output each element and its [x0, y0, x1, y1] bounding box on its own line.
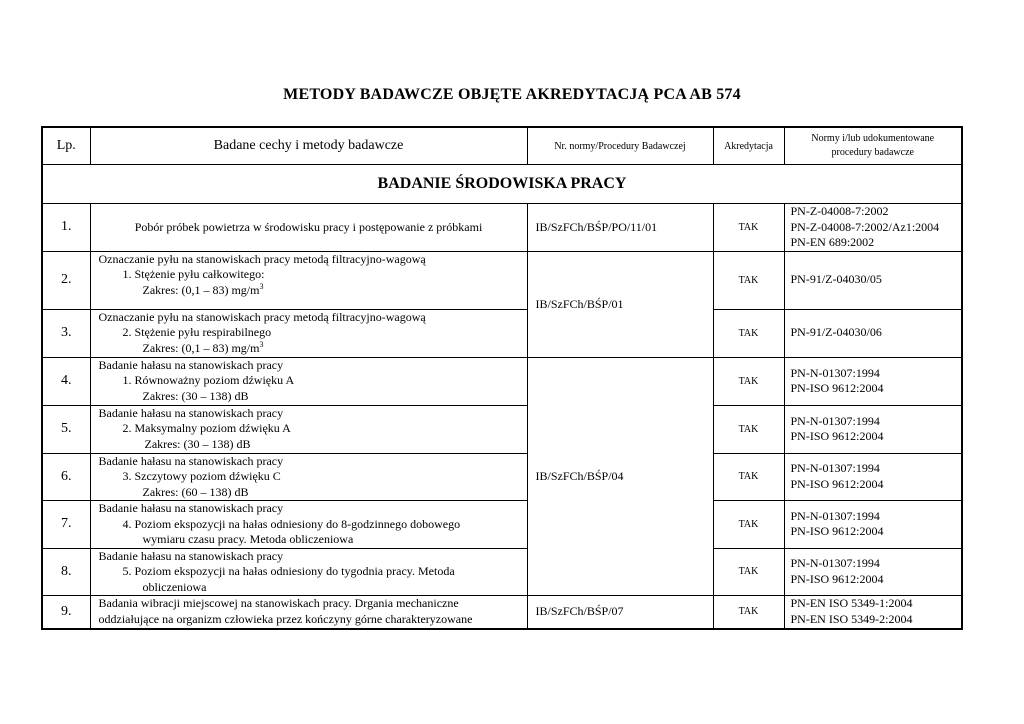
- norm-item: PN-N-01307:1994: [790, 413, 880, 428]
- norm-item: PN-91/Z-04030/05: [790, 272, 882, 287]
- norm-item: PN-N-01307:1994: [790, 365, 880, 380]
- table-row: [42, 405, 962, 453]
- page-title: METODY BADAWCZE OBJĘTE AKREDYTACJĄ PCA AB 574: [283, 86, 741, 103]
- row-akredytacja: TAK: [713, 501, 784, 549]
- desc-line: Zakres: (60 – 138) dB: [142, 484, 249, 499]
- row-norms: [784, 501, 962, 549]
- row-lp: 9.: [42, 596, 90, 629]
- desc-line: Badania wibracji miejscowej na stanowiskach pracy. Drgania mechaniczne: [98, 596, 459, 610]
- row-akredytacja: TAK: [713, 357, 784, 405]
- table-row: [42, 251, 962, 309]
- row-lp: 4.: [42, 357, 90, 405]
- desc-range: Zakres: (0,1 – 83) mg/m: [142, 340, 260, 355]
- row-desc: [90, 596, 527, 629]
- methods-table: [41, 126, 963, 630]
- desc-line: Badanie hałasu na stanowiskach pracy: [98, 453, 284, 468]
- row-desc: [90, 251, 527, 309]
- desc-line: Zakres: (30 – 138) dB: [144, 436, 251, 451]
- row-nr-shared: IB/SzFCh/BŚP/01: [527, 251, 713, 357]
- table-row: [42, 548, 962, 596]
- row-norms: [784, 453, 962, 501]
- desc-line: [99, 283, 527, 299]
- row-akredytacja: TAK: [713, 204, 784, 252]
- norm-item: PN-Z-04008-7:2002/Az1:2004: [790, 219, 940, 234]
- row-akredytacja: TAK: [713, 405, 784, 453]
- desc-line: oddziałujące na organizm człowieka przez kończyny górne charakteryzowane: [98, 611, 473, 626]
- table-row: [42, 453, 962, 501]
- norm-item: PN-ISO 9612:2004: [790, 476, 884, 491]
- norm-item: PN-ISO 9612:2004: [790, 524, 884, 539]
- row-lp: 2.: [42, 251, 90, 309]
- row-norms: [784, 309, 962, 357]
- norm-item: PN-EN 689:2002: [790, 235, 875, 249]
- header-normy: [784, 127, 962, 165]
- desc-line: 1. Stężenie pyłu całkowitego:: [122, 267, 265, 281]
- desc-line: 2. Stężenie pyłu respirabilnego: [122, 325, 272, 339]
- norm-item: PN-N-01307:1994: [790, 556, 880, 571]
- desc-line: 5. Poziom ekspozycji na hałas odniesiony do tygodnia pracy. Metoda: [122, 564, 455, 578]
- header-normy-line1: Normy i/lub udokumentowane: [811, 133, 935, 144]
- row-akredytacja: TAK: [713, 596, 784, 629]
- header-akredytacja: Akredytacja: [713, 127, 784, 165]
- row-desc: [90, 548, 527, 596]
- table-row: [42, 501, 962, 549]
- table-row: [42, 309, 962, 357]
- row-norms: [784, 405, 962, 453]
- desc-range: Zakres: (0,1 – 83) mg/m: [142, 282, 260, 297]
- row-akredytacja: TAK: [713, 453, 784, 501]
- norm-item: PN-Z-04008-7:2002: [790, 204, 889, 218]
- row-akredytacja: TAK: [713, 251, 784, 309]
- row-desc: [90, 309, 527, 357]
- table-row: [42, 596, 962, 629]
- section-title: BADANIE ŚRODOWISKA PRACY: [42, 165, 962, 204]
- row-norms: [784, 204, 962, 252]
- norm-item: PN-EN ISO 5349-2:2004: [790, 611, 913, 626]
- row-lp: 7.: [42, 501, 90, 549]
- desc-line: wymiaru czasu pracy. Metoda obliczeniowa: [142, 532, 354, 546]
- norm-item: PN-ISO 9612:2004: [790, 429, 884, 443]
- desc-line: obliczeniowa: [142, 579, 207, 594]
- row-akredytacja: TAK: [713, 309, 784, 357]
- table-row: [42, 357, 962, 405]
- row-nr: IB/SzFCh/BŚP/07: [527, 596, 713, 629]
- row-lp: 6.: [42, 453, 90, 501]
- table-header-row: [42, 127, 962, 165]
- row-nr: IB/SzFCh/BŚP/PO/11/01: [527, 204, 713, 252]
- row-norms: [784, 548, 962, 596]
- superscript: 3: [259, 339, 264, 349]
- header-lp: Lp.: [42, 127, 90, 165]
- row-lp: 3.: [42, 309, 90, 357]
- header-nr: Nr. normy/Procedury Badawczej: [527, 127, 713, 165]
- row-lp: 1.: [42, 204, 90, 252]
- desc-line: 1. Równoważny poziom dźwięku A: [122, 373, 295, 387]
- desc-line: 4. Poziom ekspozycji na hałas odniesiony do 8-godzinnego dobowego: [122, 516, 461, 531]
- superscript: 3: [259, 281, 264, 291]
- header-normy-line2: procedury badawcze: [831, 147, 914, 158]
- row-desc: [90, 501, 527, 549]
- norm-item: PN-EN ISO 5349-1:2004: [790, 596, 913, 611]
- row-desc: Pobór próbek powietrza w środowisku pracy i postępowanie z próbkami: [90, 204, 527, 252]
- row-norms: [784, 357, 962, 405]
- row-lp: 5.: [42, 405, 90, 453]
- desc-line: Badanie hałasu na stanowiskach pracy: [98, 357, 284, 372]
- row-desc: [90, 405, 527, 453]
- desc-line: Oznaczanie pyłu na stanowiskach pracy metodą filtracyjno-wagową: [98, 309, 426, 324]
- desc-line: 3. Szczytowy poziom dźwięku C: [122, 469, 281, 483]
- norm-item: PN-91/Z-04030/06: [790, 325, 882, 340]
- row-lp: 8.: [42, 548, 90, 596]
- desc-line: 2. Maksymalny poziom dźwięku A: [122, 421, 291, 435]
- desc-line: Badanie hałasu na stanowiskach pracy: [98, 501, 284, 515]
- row-desc: [90, 453, 527, 501]
- desc-line: Badanie hałasu na stanowiskach pracy: [98, 405, 284, 420]
- row-desc: [90, 357, 527, 405]
- row-nr-shared: IB/SzFCh/BŚP/04: [527, 357, 713, 596]
- desc-line: Badanie hałasu na stanowiskach pracy: [98, 548, 284, 563]
- section-row: [42, 165, 962, 204]
- norm-item: PN-ISO 9612:2004: [790, 381, 884, 395]
- row-akredytacja: TAK: [713, 548, 784, 596]
- norm-item: PN-N-01307:1994: [790, 461, 880, 476]
- norm-item: PN-N-01307:1994: [790, 508, 880, 523]
- desc-line: [99, 341, 527, 357]
- desc-line: Oznaczanie pyłu na stanowiskach pracy metodą filtracyjno-wagową: [98, 251, 426, 266]
- row-norms: [784, 596, 962, 629]
- header-badane: Badane cechy i metody badawcze: [90, 127, 527, 165]
- table-row: [42, 204, 962, 252]
- desc-line: Zakres: (30 – 138) dB: [142, 388, 249, 403]
- norm-item: PN-ISO 9612:2004: [790, 571, 884, 586]
- row-norms: [784, 251, 962, 309]
